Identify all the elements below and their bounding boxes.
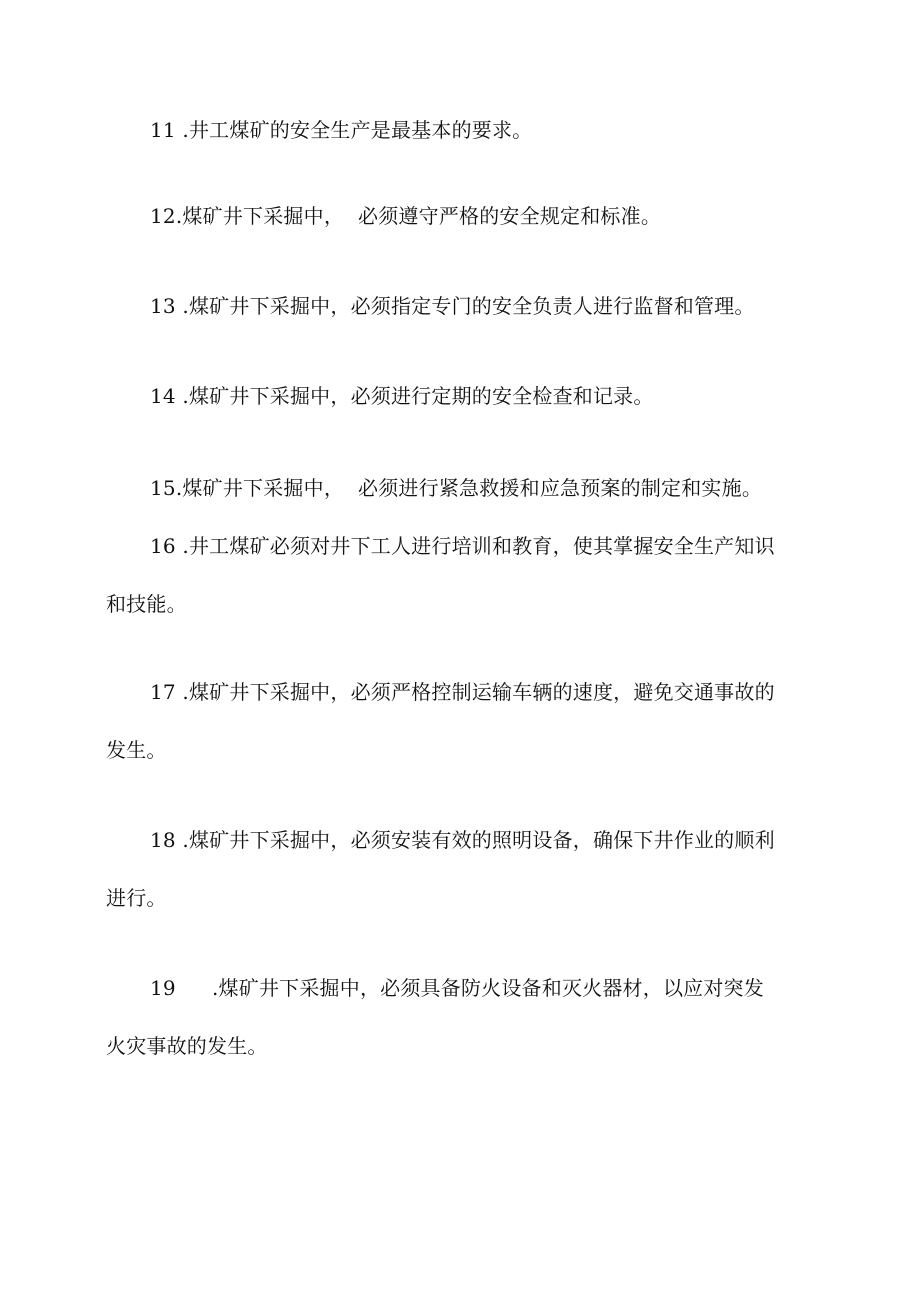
list-item-12 [150, 202, 661, 230]
list-item-14 [150, 382, 654, 410]
item-number: 15. [150, 476, 183, 500]
list-item-11 [150, 116, 532, 144]
item-text: .煤矿井下采掘中，必须严格控制运输车辆的速度，避免交通事故的 [175, 680, 775, 704]
item-text: 煤矿井下采掘中， [182, 476, 345, 500]
item-number: 12. [150, 204, 183, 228]
item-text-continued: 必须遵守严格的安全规定和标准。 [358, 204, 662, 228]
item-text: .煤矿井下采掘中，必须具备防火设备和灭火器材，以应对突发 [212, 976, 764, 1000]
list-item-15 [150, 474, 762, 502]
item-number: 18 [150, 828, 176, 852]
item-number: 13 [150, 294, 176, 318]
list-item-16-continuation [106, 590, 187, 618]
item-number: 11 [150, 118, 176, 142]
item-number: 16 [150, 534, 176, 558]
item-number: 17 [150, 680, 176, 704]
list-item-17-continuation [106, 736, 167, 764]
item-text: 煤矿井下采掘中， [182, 204, 345, 228]
item-text-continued: 必须进行紧急救援和应急预案的制定和实施。 [358, 476, 763, 500]
list-item-19 [150, 974, 764, 1002]
item-text: .井工煤矿的安全生产是最基本的要求。 [175, 118, 533, 142]
item-number: 14 [150, 384, 176, 408]
item-text-continued: 进行。 [106, 886, 167, 910]
item-text: .煤矿井下采掘中，必须指定专门的安全负责人进行监督和管理。 [175, 294, 755, 318]
item-text: .煤矿井下采掘中，必须安装有效的照明设备，确保下井作业的顺利 [175, 828, 775, 852]
list-item-18-continuation [106, 884, 167, 912]
list-item-18 [150, 826, 775, 854]
item-text-continued: 和技能。 [106, 592, 187, 616]
item-text-continued: 火灾事故的发生。 [106, 1034, 268, 1058]
item-text: .井工煤矿必须对井下工人进行培训和教育，使其掌握安全生产知识 [175, 534, 775, 558]
list-item-17 [150, 678, 775, 706]
list-item-13 [150, 292, 755, 320]
item-number: 19 [150, 976, 176, 1000]
item-text-continued: 发生。 [106, 738, 167, 762]
list-item-19-continuation [106, 1032, 268, 1060]
list-item-16 [150, 532, 775, 560]
item-text: .煤矿井下采掘中，必须进行定期的安全检查和记录。 [175, 384, 654, 408]
